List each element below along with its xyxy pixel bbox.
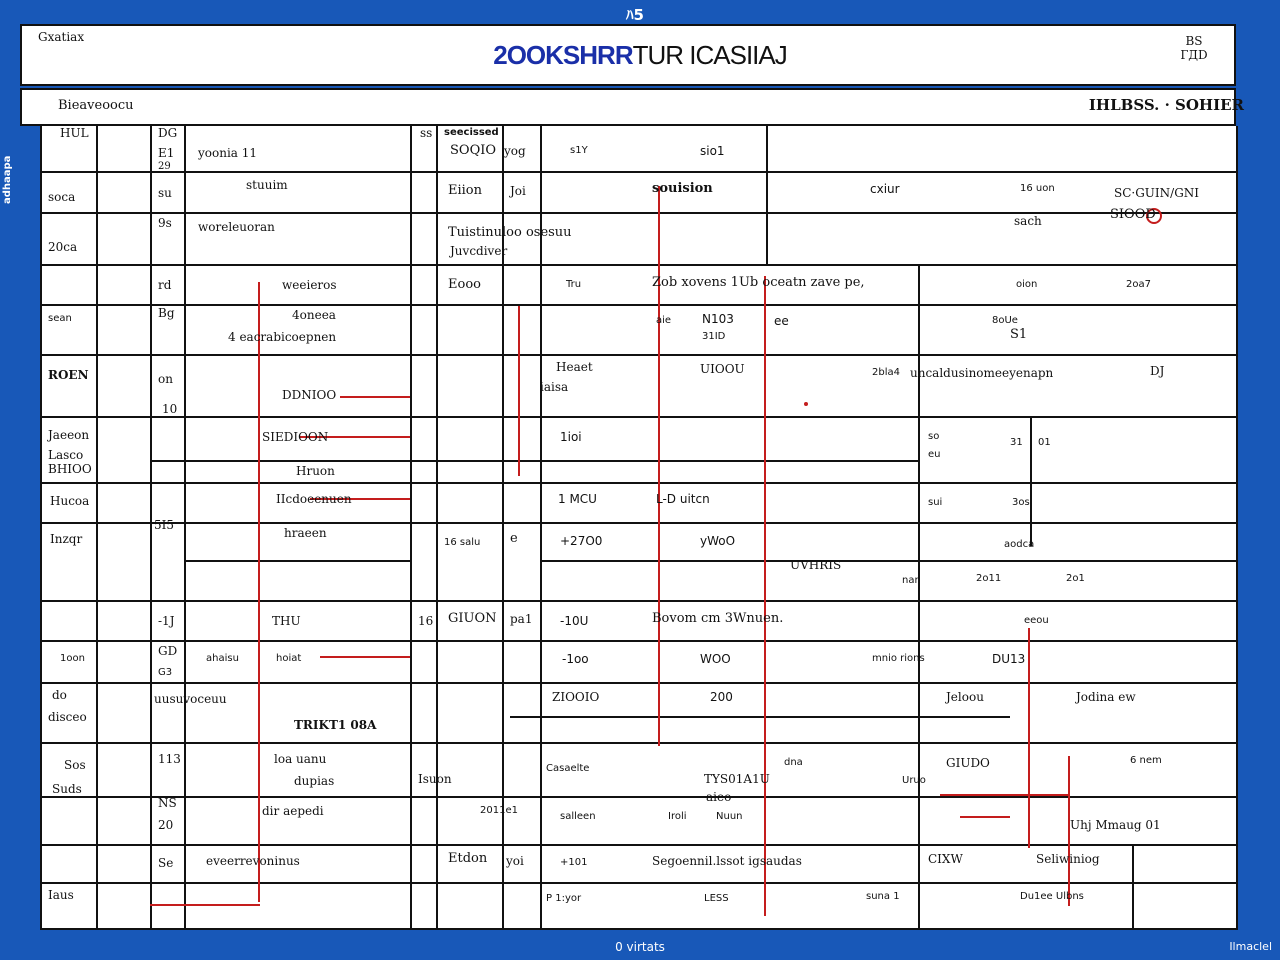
document-title-main: 2OOKSHRR <box>493 40 633 70</box>
grid-line-h <box>40 882 1236 884</box>
cell-text: S1 <box>1010 327 1028 342</box>
cell-text: Casaelte <box>546 763 590 774</box>
grid-line-h <box>184 560 412 562</box>
grid-line-h <box>40 304 1236 306</box>
cell-text: 2bla4 <box>872 367 900 378</box>
grid-line-v <box>766 126 768 266</box>
cell-text: SIEDIOON <box>262 430 329 444</box>
red-marker-v <box>764 276 766 916</box>
cell-text: Zob xovens 1Ub oceatn zave pe, <box>652 275 865 290</box>
cell-text: Uhj Mmaug 01 <box>1070 818 1161 832</box>
cell-text: 4 eacrabicoepnen <box>228 330 337 344</box>
cell-text: SOQIO <box>450 143 497 158</box>
cell-text: uncaldusinomeeyenapn <box>910 366 1054 380</box>
grid-line-h <box>40 171 1236 173</box>
drawing-sheet <box>40 126 1236 930</box>
cell-text: 3os <box>1012 497 1030 508</box>
cell-text: 2o11 <box>976 573 1002 584</box>
cell-text: TRIKT1 08A <box>294 718 377 732</box>
cell-text: oion <box>1016 279 1038 290</box>
cell-text: GIUON <box>448 611 497 626</box>
cell-text: Etdon <box>448 851 488 866</box>
cell-text: Jodina ew <box>1076 690 1136 704</box>
cell-text: 29 <box>158 161 171 172</box>
cell-text: DJ <box>1150 364 1165 378</box>
cell-text: Du1ee Ulbns <box>1020 891 1084 902</box>
cell-text: 16 <box>418 614 434 628</box>
cell-text: Iaus <box>48 888 74 902</box>
frame-footer-center: 0 virtats <box>615 940 665 954</box>
cell-text: soca <box>48 190 76 204</box>
red-dot <box>804 402 808 406</box>
cell-text: sui <box>928 497 943 508</box>
cell-text: SC·GUIN/GNI <box>1114 186 1200 200</box>
frame-top-glyph: ﾊ5 <box>626 6 644 24</box>
grid-line-v <box>150 126 152 930</box>
grid-line-h <box>40 212 1236 214</box>
grid-line-h <box>40 640 1236 642</box>
cell-text: pa1 <box>510 612 533 626</box>
grid-line-v <box>96 126 98 930</box>
red-marker-h <box>940 794 1070 796</box>
grid-line-h <box>40 522 1236 524</box>
cell-text: sach <box>1014 214 1042 228</box>
cell-text: disceo <box>48 710 87 724</box>
cell-text: yoonia 11 <box>198 146 258 160</box>
cell-text: ahaisu <box>206 653 239 664</box>
red-marker-h <box>960 816 1010 818</box>
cell-text: dna <box>784 757 803 768</box>
cell-text: Joi <box>510 184 526 198</box>
cell-text: eveerrevoninus <box>206 854 300 868</box>
cell-text: Iroli <box>668 811 687 822</box>
cell-text: 31ID <box>702 331 726 342</box>
document-logo-top: BS <box>1185 34 1203 48</box>
grid-line-h <box>40 682 1236 684</box>
cell-text: Eooo <box>448 277 481 292</box>
cell-text: UIOOU <box>700 362 745 376</box>
cell-text: Se <box>158 856 174 870</box>
grid-line-h <box>40 742 1236 744</box>
cell-text: ee <box>774 314 789 328</box>
subheader-box <box>20 88 1236 126</box>
cell-text: on <box>158 372 173 386</box>
cell-text: -10U <box>560 614 589 628</box>
cell-text: L-D uitcn <box>656 492 710 506</box>
cell-text: su <box>158 186 172 200</box>
red-marker-v <box>658 186 660 746</box>
cell-text: E1 <box>158 146 175 160</box>
cell-text: aie <box>656 315 672 326</box>
cell-text: Heaet <box>556 360 593 374</box>
cell-text: 2o1 <box>1066 573 1085 584</box>
cell-text: 5I5 <box>154 518 175 532</box>
cell-text: stuuim <box>246 178 288 192</box>
cell-text: 2oa7 <box>1126 279 1151 290</box>
cell-text: 1 MCU <box>558 492 597 506</box>
cell-text: sean <box>48 313 72 324</box>
grid-line-h <box>40 264 1236 266</box>
cell-text: yWoO <box>700 534 736 548</box>
cell-text: Jeloou <box>946 690 984 704</box>
cell-text: 16 salu <box>444 537 481 548</box>
cell-text: eu <box>928 449 941 460</box>
cell-text: 20 <box>158 818 174 832</box>
grid-line-v <box>1132 846 1134 930</box>
grid-line-h <box>40 844 1236 846</box>
cell-text: 1oon <box>60 653 85 664</box>
cell-text: cxiur <box>870 182 900 196</box>
grid-line-v <box>40 126 42 930</box>
cell-text: DG <box>158 126 178 140</box>
cell-text: souision <box>652 181 713 196</box>
cell-text: CIXW <box>928 852 963 866</box>
cell-text: so <box>928 431 940 442</box>
cell-text: suna 1 <box>866 891 900 902</box>
red-marker-h <box>150 904 260 906</box>
cell-text: DDNIOO <box>282 388 337 402</box>
cell-text: hraeen <box>284 526 327 540</box>
grid-line-v <box>1030 416 1032 546</box>
cell-text: mnio rions <box>872 653 925 664</box>
red-marker-v <box>518 306 520 476</box>
cell-text: Sos <box>64 758 86 772</box>
cell-text: 10 <box>162 402 178 416</box>
cell-text: hoiat <box>276 653 302 664</box>
cell-text: Suds <box>52 782 82 796</box>
cell-text: WOO <box>700 652 731 666</box>
cell-text: Hruon <box>296 464 335 478</box>
cell-text: Jaeeon <box>48 428 90 442</box>
grid-line-h <box>40 482 1236 484</box>
grid-line-h <box>40 928 1236 930</box>
cell-text: aodca <box>1004 539 1035 550</box>
cell-text: nar <box>902 575 919 586</box>
grid-line-h <box>510 716 1010 718</box>
cell-text: dir aepedi <box>262 804 324 818</box>
document-title <box>0 40 1280 71</box>
grid-line-v <box>1236 126 1238 930</box>
cell-text: Bg <box>158 306 175 320</box>
cell-text: Hucoa <box>50 494 90 508</box>
grid-line-v <box>410 126 412 930</box>
cell-text: Juvcdiver <box>450 244 508 258</box>
cell-text: 2011e1 <box>480 805 518 816</box>
cell-text: iaisa <box>540 380 569 394</box>
cell-text: SIOOD <box>1110 207 1156 222</box>
frame-left-strip-label: adhaapa <box>2 155 13 205</box>
document-code: Gxatiax <box>38 30 85 44</box>
cell-text: uusuvoceuu <box>154 692 227 706</box>
cell-text: Lasco <box>48 448 84 462</box>
frame-footer-right: Ilmaclel <box>1229 940 1272 953</box>
cell-text: yoi <box>506 854 524 868</box>
cell-text: 6 nem <box>1130 755 1162 766</box>
cell-text: do <box>52 688 67 702</box>
cell-text: rd <box>158 278 172 292</box>
cell-text: weeieros <box>282 278 337 292</box>
grid-line-h <box>540 560 1236 562</box>
cell-text: LESS <box>704 893 729 904</box>
grid-line-h <box>40 600 1236 602</box>
cell-text: N103 <box>702 312 734 326</box>
cell-text: G3 <box>158 667 173 678</box>
cell-text: dupias <box>294 774 335 788</box>
cell-text: 9s <box>158 216 172 230</box>
cell-text: e <box>510 531 518 546</box>
cell-text: sio1 <box>700 144 725 158</box>
grid-line-h <box>40 354 1236 356</box>
cell-text: Isuon <box>418 772 452 786</box>
red-marker-v <box>1028 628 1030 848</box>
cell-text: 113 <box>158 752 181 766</box>
document-title-tail: TUR ICASIIAJ <box>632 40 787 70</box>
cell-text: ROEN <box>48 368 89 382</box>
cell-text: Inzqr <box>50 532 83 546</box>
cell-text: Bovom cm 3Wnuen. <box>652 611 784 626</box>
red-marker-h <box>320 656 410 658</box>
cell-text: GD <box>158 644 178 658</box>
cell-text: THU <box>272 614 301 628</box>
cell-text: +27O0 <box>560 534 603 548</box>
cell-text: GIUDO <box>946 756 990 770</box>
grid-line-h <box>150 460 918 462</box>
cell-text: eeou <box>1024 615 1049 626</box>
cell-text: UVHRIS <box>790 558 842 572</box>
cell-text: yog <box>504 144 526 158</box>
cell-text: 16 uon <box>1020 183 1055 194</box>
document-logo-bottom: ГДD <box>1180 48 1208 62</box>
cell-text: Nuun <box>716 811 743 822</box>
grid-line-h <box>40 796 1236 798</box>
cell-text: ZIOOIO <box>552 690 600 704</box>
cell-text: NS <box>158 796 177 810</box>
cell-text: s1Y <box>570 145 588 156</box>
cell-text: Uruo <box>902 775 926 786</box>
cell-text: 4oneea <box>292 308 336 322</box>
cell-text: -1J <box>158 614 175 628</box>
cell-text: TYS01A1U <box>704 772 770 786</box>
cell-text: loa uanu <box>274 752 327 766</box>
cell-text: BHIOO <box>48 462 92 476</box>
cell-text: -1oo <box>562 652 589 666</box>
document-logo <box>1172 34 1216 62</box>
cell-text: 8oUe <box>992 315 1018 326</box>
cell-text: +101 <box>560 857 588 868</box>
cell-text: DU13 <box>992 652 1026 666</box>
cell-text: 200 <box>710 690 733 704</box>
cell-text: Seliwiniog <box>1036 852 1100 866</box>
cell-text: 1ioi <box>560 430 582 444</box>
subheader-right-label: IHLBSS. · SOHIER <box>1088 96 1244 114</box>
grid-line-h <box>40 416 1236 418</box>
cell-text: Tru <box>566 279 582 290</box>
red-marker-v <box>258 282 260 902</box>
cell-text: HUL <box>60 126 89 140</box>
cell-text: P 1:yor <box>546 893 582 904</box>
red-marker-h <box>340 396 410 398</box>
cell-text: Tuistinuloo osesuu <box>448 225 572 240</box>
grid-line-v <box>184 126 186 930</box>
cell-text: aieo <box>706 790 732 804</box>
cell-text: seecissed <box>444 127 499 138</box>
subheader-left-label: Bieaveoocu <box>58 98 134 113</box>
cell-text: woreleuoran <box>198 220 275 234</box>
cell-text: 31 <box>1010 437 1023 448</box>
grid-line-v <box>436 126 438 930</box>
cell-text: 01 <box>1038 437 1051 448</box>
cell-text: ss <box>420 126 433 140</box>
cell-text: IIcdoeenuen <box>276 492 352 506</box>
cell-text: Segoennil.lssot igsaudas <box>652 854 802 868</box>
grid-line-v <box>540 126 542 930</box>
cell-text: salleen <box>560 811 596 822</box>
cell-text: 20ca <box>48 240 78 254</box>
cell-text: Eiion <box>448 183 483 198</box>
